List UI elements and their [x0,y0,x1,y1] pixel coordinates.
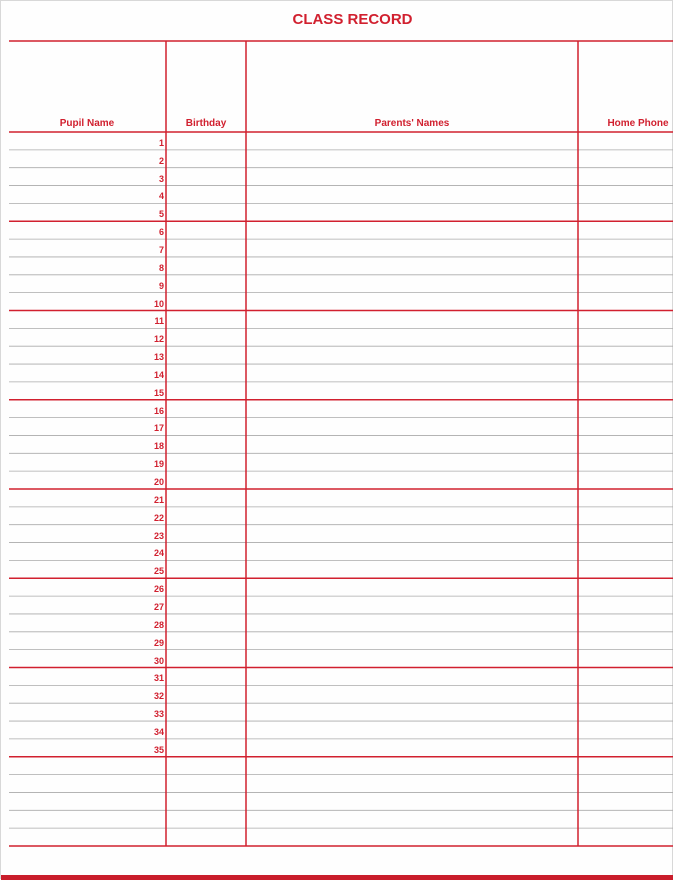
row-number: 24 [153,548,164,559]
column-header-home-phone: Home Phone [607,118,669,129]
row-number: 2 [158,155,164,166]
row-number: 15 [153,387,164,398]
row-number: 4 [158,191,164,202]
row-number: 12 [153,334,164,345]
row-number: 33 [153,709,164,720]
row-number: 5 [158,209,164,220]
row-number: 3 [158,173,164,184]
row-number: 28 [153,619,164,630]
row-number: 26 [153,584,164,595]
column-header-birthday: Birthday [185,118,227,129]
row-number: 21 [153,494,164,505]
row-number: 29 [153,637,164,648]
row-number: 13 [153,352,164,363]
row-number: 17 [153,423,164,434]
record-grid [1,1,673,880]
row-number: 20 [153,477,164,487]
column-header-pupil-name: Pupil Name [59,118,115,129]
row-number: 23 [153,530,164,541]
row-number: 14 [153,369,164,380]
page-title: CLASS RECORD [292,11,413,28]
row-number: 30 [153,655,164,666]
row-number: 31 [153,673,164,684]
row-number: 8 [158,262,164,273]
row-number: 6 [158,227,164,238]
row-number: 27 [153,601,164,612]
row-number: 9 [158,280,164,291]
row-number: 11 [154,316,164,327]
row-number: 7 [158,244,164,255]
row-number: 18 [153,441,164,452]
bottom-edge-band [1,875,673,880]
row-number: 32 [153,691,164,702]
row-number: 19 [153,459,164,470]
row-number: 35 [153,744,164,755]
row-number: 34 [153,726,164,737]
row-number: 25 [153,566,164,577]
row-number: 16 [153,405,164,416]
column-header-parents-names: Parents' Names [374,118,450,129]
row-number: 1 [158,137,164,148]
row-number: 10 [153,298,164,309]
row-number: 22 [153,512,164,523]
